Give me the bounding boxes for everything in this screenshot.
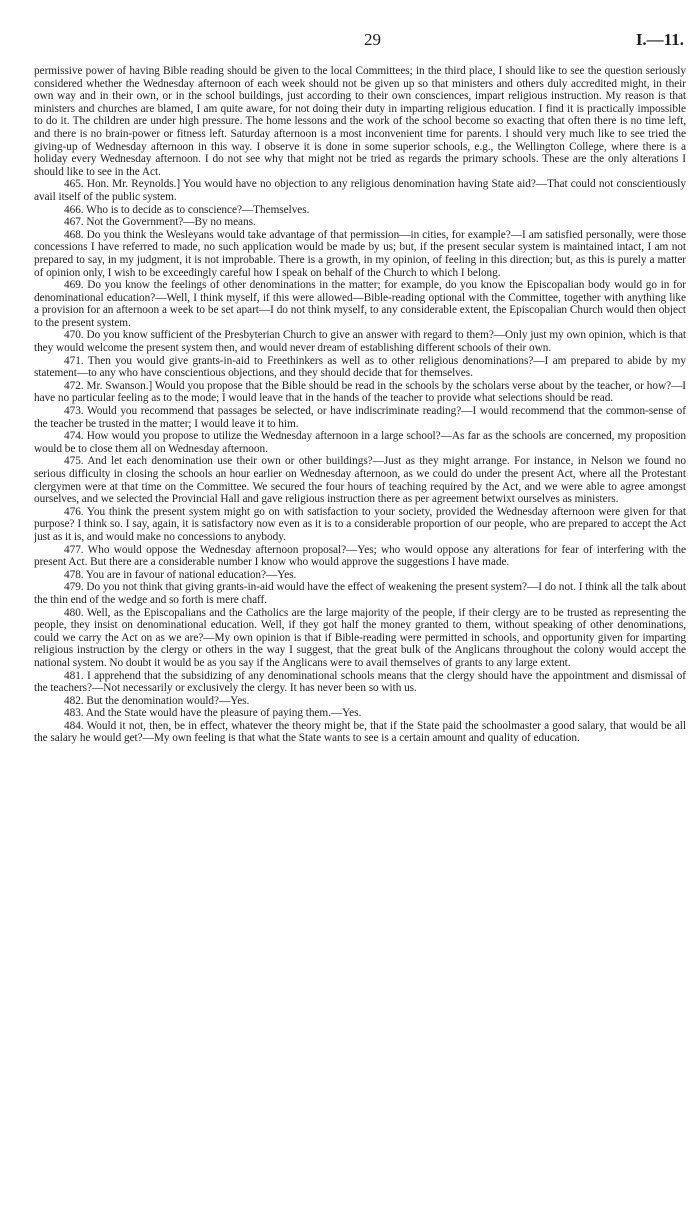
question-466: 466. Who is to decide as to conscience?—Themselves. <box>64 203 310 216</box>
question-482: 482. But the denomination would?—Yes. <box>64 694 250 707</box>
question-478: 478. You are in favour of national education?—Yes. <box>64 568 297 581</box>
question-473: 473. Would you recommend that passages be selected, or have indiscriminate reading?—I would recommend that the common-sense of the teacher be trusted in the matter; I would leave it to him. <box>34 405 686 430</box>
question-481: 481. I apprehend that the subsidizing of any denominational schools means that the clergy should have the appointment and dismissal of the teachers?—Not necessarily or exclusively the clergy. It has never been so with us. <box>34 669 686 695</box>
paragraph-continuation: permissive power of having Bible reading should be given to the local Committees; in the third place, I should like to see the question seriously considered whether the Wednesday afternoon of each week should not be given up so that ministers and others duly accredited might, in their own way and in their own, or in the school buildings, just according to their own consciences, impart religious instruction. My reason is that ministers and churches are blamed, I am quite aware, for not doing their duty in imparting religious education. I find it is practically impossible to do it. The children are under high pressure. The home lessons and the work of the school become so exacting that often there is no time left, and there is no brain-power or fitness left. Saturday afternoon is a most inconvenient time for parents. I should very much like to see tried the giving-up of Wednesday afternoon in this way. I observe it is done in some superior schools, e.g., the Wellington College, where there is a holiday every Wednesday afternoon. I do not see why that might not be tried as regards the primary schools. These are the only alterations I should like to see in the Act. <box>34 65 686 178</box>
question-471: 471. Then you would give grants-in-aid to Freethinkers as well as to other religious denominations?—I am prepared to abide by my statement—to any who have conscientious objections, and they should decide that for themselves. <box>34 354 686 380</box>
question-480: 480. Well, as the Episcopalians and the Catholics are the large majority of the people, if their clergy are to be trusted as representing the people, they insist on denominational education. Well, if they got half the money granted to them, without speaking of other denominations, could we carry the Act on as we are?—My own opinion is that if Bible-reading were permitted in schools, and opportunity given for imparting religious instruction by the clergy or others in the way I suggest, that the great bulk of the Anglicans throughout the colony would accept the national system. No doubt it would be as you say if the Anglicans were to avail themselves of grants to any large extent. <box>34 606 686 669</box>
question-468: 468. Do you think the Wesleyans would take advantage of that permission—in cities, for example?—I am satisfied personally, were those concessions I have referred to made, no such application would be made by us; but, if the present secular system is maintained intact, I am not prepared to say, in my judgment, it is not improbable. There is a growth, in my opinion, of feeling in this direction; but, as this is purely a matter of opinion only, I wish to be exceedingly careful how I speak on behalf of the Church to which I belong. <box>34 228 686 279</box>
question-475: 475. And let each denomination use their own or other buildings?—Just as they might arrange. For instance, in Nelson we found no serious difficulty in closing the schools an hour earlier on Wednesday afternoon, as we could do under the present Act, where all the Protestant clergymen were at that time on the Committee. We secured the four hours of teaching required by the Act, and we were able to agree amongst ourselves, and we selected the Provincial Hall and gave religious instruction there as per agreement betwixt ourselves as ministers. <box>34 455 686 506</box>
page-header <box>34 30 684 54</box>
question-484: 484. Would it not, then, be in effect, whatever the theory might be, that if the State paid the schoolmaster a good salary, that would be all the salary he would get?—My own feeling is that what the State wants to see is a certain amount and quality of education. <box>34 719 686 745</box>
document-series-code: I.—11. <box>635 30 684 49</box>
page-number: 29 <box>364 30 381 49</box>
question-465: 465. Hon. Mr. Reynolds.] You would have no objection to any religious denomination having State aid?—That could not conscientiously avail itself of the public system. <box>34 178 686 203</box>
question-474: 474. How would you propose to utilize the Wednesday afternoon in a large school?—As far as the schools are concerned, my proposition would be to close them all on Wednesday afternoon. <box>34 430 686 455</box>
question-476: 476. You think the present system might go on with satisfaction to your society, provided the Wednesday afternoon were given for that purpose? I think so. I say, again, it is satisfactory now even as it is to a considerable proportion of our people, who are prepared to accept the Act just as it is, and would make no concessions to anybody. <box>34 505 686 543</box>
question-469: 469. Do you know the feelings of other denominations in the matter; for example, do you know the Episcopalian body would go in for denominational education?—Well, I think myself, if this were allowed—Bible-reading optional with the Committee, together with anything like a provision for an afternoon a week to be set apart—I do not think myself, to any considerable extent, the Episcopalian Church would then object to the present system. <box>34 279 686 329</box>
question-470: 470. Do you know sufficient of the Presbyterian Church to give an answer with regard to them?—Only just my own opinion, which is that they would welcome the present system then, and would never dream of establishing different schools of their own. <box>34 329 686 355</box>
question-479: 479. Do you not think that giving grants-in-aid would have the effect of weakening the present system?—I do not. I think all the talk about the thin end of the wedge and so forth is mere chaff. <box>34 581 686 606</box>
question-483: 483. And the State would have the pleasure of paying them.—Yes. <box>64 707 362 720</box>
question-467: 467. Not the Government?—By no means. <box>64 216 256 229</box>
question-472: 472. Mr. Swanson.] Would you propose that the Bible should be read in the schools by the scholars verse about by the teacher, or how?—I have no particular feeling as to the mode; I would leave that in the hands of the teacher to provide what selections should be read. <box>34 379 686 405</box>
question-477: 477. Who would oppose the Wednesday afternoon proposal?—Yes; who would oppose any alterations for fear of interfering with the present Act. But there are a considerable number I know who would approve the suggestions I have made. <box>34 543 686 569</box>
testimony-text <box>34 65 686 745</box>
